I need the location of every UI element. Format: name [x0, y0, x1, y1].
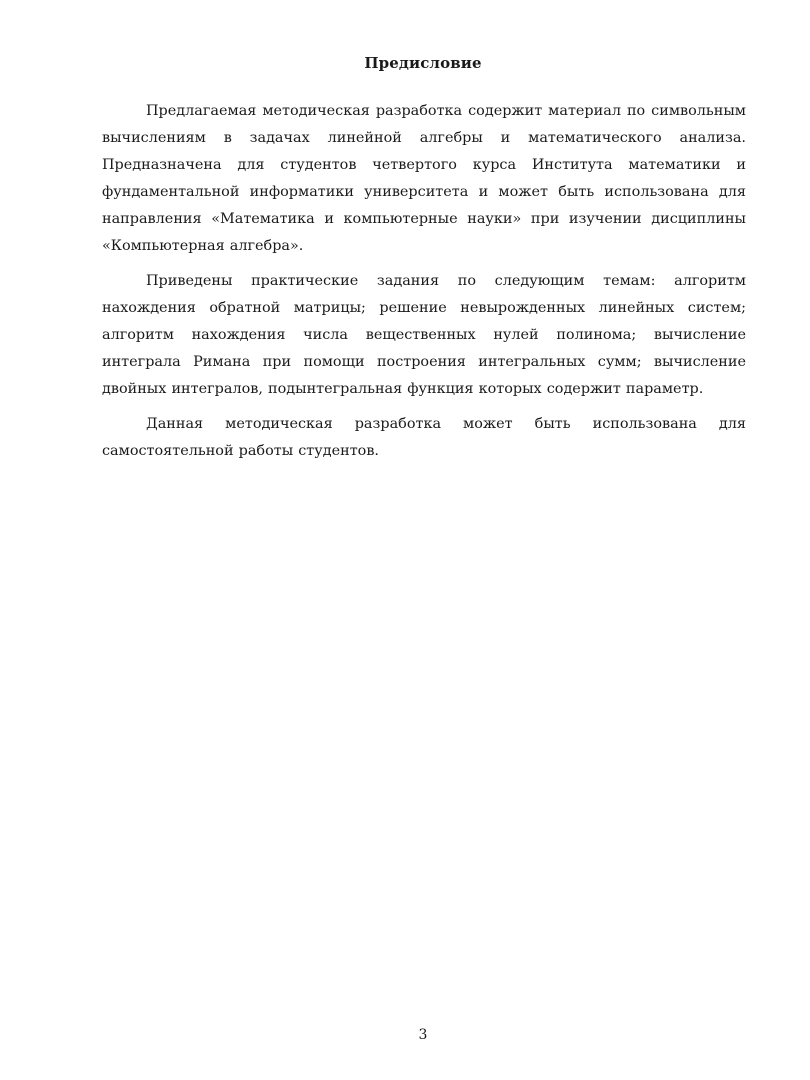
- page-title: Предисловие: [364, 54, 482, 72]
- page-number: 3: [418, 1027, 428, 1043]
- paragraph-topics: Приведены практические задания по следующим темам: алгоритм нахождения обратной матрицы; решение невырожденных линейных систем; алгоритм нахождения числа вещественных нулей полинома; вычисление интеграла Римана при помощи построения интегральных сумм; вычисление двойных интегралов, подынтегральная функция которых содержит параметр.: [102, 273, 746, 397]
- paragraph-intro: Предлагаемая методическая разработка содержит материал по символьным вычислениям в задачах линейной алгебры и математического анализа. Предназначена для студентов четвертого курса Института математики и фундаментальной информатики университета и может быть использована для направления «Математика и компьютерные науки» при изучении дисциплины «Компьютерная алгебра».: [102, 103, 746, 254]
- paragraph-usage: Данная методическая разработка может быть использована для самостоятельной работы студентов.: [102, 416, 746, 459]
- preface-body: [102, 98, 746, 473]
